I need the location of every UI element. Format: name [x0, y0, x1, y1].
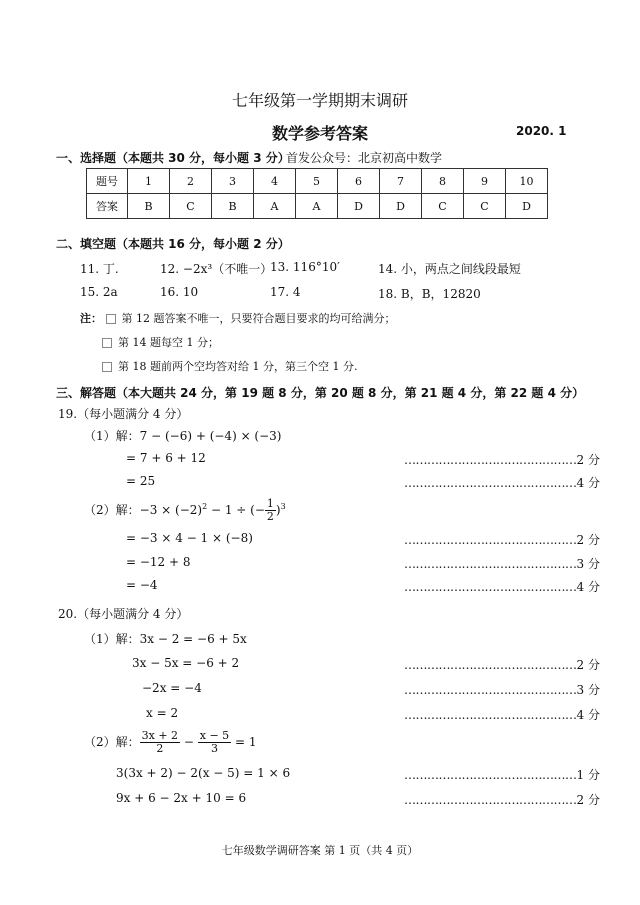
denominator: 3 [210, 742, 218, 755]
denominator: 2 [156, 742, 164, 755]
page-footer: 七年级数学调研答案 第 1 页（共 4 页） [221, 844, 419, 857]
table-cell: 4 [254, 169, 296, 194]
fraction [140, 730, 180, 755]
item-answer: 小，两点之间线段最短 [400, 262, 521, 276]
numerator: 1 [266, 497, 274, 510]
leader-dots: ……………………………………… [404, 580, 577, 594]
step-score [404, 656, 600, 673]
expression: 3x − 2 = −6 + 5x [139, 632, 247, 646]
fill-item [378, 285, 481, 302]
question-19-label [58, 405, 188, 422]
leader-dots: ……………………………………… [404, 557, 577, 571]
score: 4 分 [576, 708, 600, 722]
table-cell: C [422, 194, 464, 219]
step-score [404, 531, 600, 548]
fill-item [160, 285, 198, 299]
table-cell: B [212, 194, 254, 219]
question-number: 19. [58, 407, 78, 421]
table-cell: B [128, 194, 170, 219]
checkbox-icon [102, 362, 112, 372]
question-subtitle: （每小题满分 4 分） [77, 607, 189, 621]
table-cell: 3 [212, 169, 254, 194]
score: 2 分 [576, 453, 600, 467]
item-number: 11. [80, 262, 100, 276]
step-expr: −2x = −4 [142, 681, 202, 695]
table-cell: 10 [506, 169, 548, 194]
step-expr: x = 2 [146, 706, 179, 720]
row-label-answer: 答案 [87, 194, 128, 219]
expression: −3 × (−2) [139, 503, 203, 517]
leader-dots: ……………………………………… [404, 453, 577, 467]
leader-dots: ……………………………………… [404, 476, 577, 490]
score: 4 分 [576, 580, 600, 594]
step-expr: = −12 + 8 [126, 555, 191, 569]
table-cell: 9 [464, 169, 506, 194]
item-answer: 10 [182, 285, 199, 299]
table-cell: 6 [338, 169, 380, 194]
step-score [404, 578, 600, 595]
note-label: 注： [80, 312, 102, 325]
expression: = 1 [231, 735, 257, 749]
table-row-questions [87, 169, 548, 194]
table-cell: 5 [296, 169, 338, 194]
score: 2 分 [576, 793, 600, 807]
table-cell: D [338, 194, 380, 219]
step-expr: 3(3x + 2) − 2(x − 5) = 1 × 6 [116, 766, 291, 780]
leader-dots: ……………………………………… [404, 708, 577, 722]
score: 1 分 [576, 768, 600, 782]
table-cell: 7 [380, 169, 422, 194]
score: 4 分 [576, 476, 600, 490]
question-20-label [58, 605, 188, 622]
expression: 7 − (−6) + (−4) × (−3) [139, 429, 282, 443]
note-line [102, 358, 357, 374]
step-expr: 3x − 5x = −6 + 2 [132, 656, 240, 670]
score: 3 分 [576, 557, 600, 571]
item-number: 16. [160, 285, 180, 299]
exponent: 2 [202, 502, 208, 511]
leader-dots: ……………………………………… [404, 533, 577, 547]
row-label-question: 题号 [87, 169, 128, 194]
denominator: 2 [266, 510, 274, 523]
numerator: x − 5 [199, 729, 230, 742]
note-text: 第 12 题答案不唯一，只要符合题目要求的均可给满分； [121, 312, 396, 325]
document-date: 2020. 1 [516, 124, 567, 138]
fill-item [270, 285, 301, 299]
part-label: （1）解： [84, 632, 140, 646]
step-score [404, 474, 600, 491]
page-subtitle: 数学参考答案 [271, 124, 368, 143]
item-answer: −2x³（不唯一） [182, 262, 273, 276]
leader-dots: ……………………………………… [404, 768, 577, 782]
q19-part1 [84, 427, 281, 444]
exponent: 3 [280, 502, 286, 511]
q20-part2 [84, 730, 257, 755]
part-label: （2）解： [84, 503, 140, 517]
table-cell: A [296, 194, 338, 219]
step-expr: = −4 [126, 578, 158, 592]
item-answer: 4 [292, 285, 301, 299]
table-cell: D [506, 194, 548, 219]
leader-dots: ……………………………………… [404, 793, 577, 807]
item-number: 18. [378, 287, 398, 301]
step-expr: = 25 [126, 474, 156, 488]
fill-item [378, 260, 521, 277]
table-cell: A [254, 194, 296, 219]
fraction [198, 730, 231, 755]
checkbox-icon [102, 338, 112, 348]
step-score [404, 451, 600, 468]
item-number: 15. [80, 285, 100, 299]
fill-item [80, 260, 119, 277]
publisher-note: 首发公众号：北京初高中数学 [286, 151, 443, 165]
step-score [404, 706, 600, 723]
item-answer: B，B，12820 [400, 287, 481, 301]
numerator: 3x + 2 [141, 729, 179, 742]
leader-dots: ……………………………………… [404, 658, 577, 672]
item-number: 17. [270, 285, 290, 299]
table-cell: C [464, 194, 506, 219]
operator: − [180, 735, 198, 749]
note-text: 第 18 题前两个空均答对给 1 分，第三个空 1 分. [118, 360, 358, 373]
note-line [102, 334, 219, 350]
step-expr: = 7 + 6 + 12 [126, 451, 206, 465]
section1-heading: 一、选择题（本题共 30 分，每小题 3 分） [56, 151, 290, 165]
table-cell: C [170, 194, 212, 219]
step-score [404, 791, 600, 808]
leader-dots: ……………………………………… [404, 683, 577, 697]
item-number: 14. [378, 262, 398, 276]
score: 2 分 [576, 533, 600, 547]
note-line [80, 310, 396, 326]
item-answer: 116°10′ [292, 260, 340, 274]
item-number: 12. [160, 262, 180, 276]
question-number: 20. [58, 607, 78, 621]
part-label: （2）解： [84, 735, 140, 749]
section2-heading: 二、填空题（本题共 16 分，每小题 2 分） [56, 237, 290, 251]
item-answer: 丁. [102, 262, 119, 276]
fill-item [80, 285, 118, 299]
step-score [404, 766, 600, 783]
step-score [404, 555, 600, 572]
answer-table [86, 168, 548, 219]
expression: ) [275, 503, 281, 517]
fill-item [270, 260, 340, 274]
table-cell: D [380, 194, 422, 219]
item-number: 13. [270, 260, 290, 274]
expression: − 1 ÷ (− [207, 503, 265, 517]
section3-heading: 三、解答题（本大题共 24 分，第 19 题 8 分，第 20 题 8 分，第 21 题 4 分，第 22 题 4 分） [56, 386, 585, 400]
checkbox-icon [106, 314, 116, 324]
fill-item [160, 260, 272, 277]
q19-part2 [84, 498, 286, 523]
page-title: 七年级第一学期期末调研 [231, 91, 408, 110]
score: 2 分 [576, 658, 600, 672]
part-label: （1）解： [84, 429, 140, 443]
step-expr: 9x + 6 − 2x + 10 = 6 [116, 791, 247, 805]
item-answer: 2a [102, 285, 118, 299]
table-cell: 1 [128, 169, 170, 194]
table-row-answers [87, 194, 548, 219]
step-expr: = −3 × 4 − 1 × (−8) [126, 531, 253, 545]
note-text: 第 14 题每空 1 分； [118, 336, 219, 349]
fraction [265, 498, 276, 523]
table-cell: 2 [170, 169, 212, 194]
step-score [404, 681, 600, 698]
score: 3 分 [576, 683, 600, 697]
table-cell: 8 [422, 169, 464, 194]
question-subtitle: （每小题满分 4 分） [77, 407, 189, 421]
q20-part1 [84, 630, 247, 647]
